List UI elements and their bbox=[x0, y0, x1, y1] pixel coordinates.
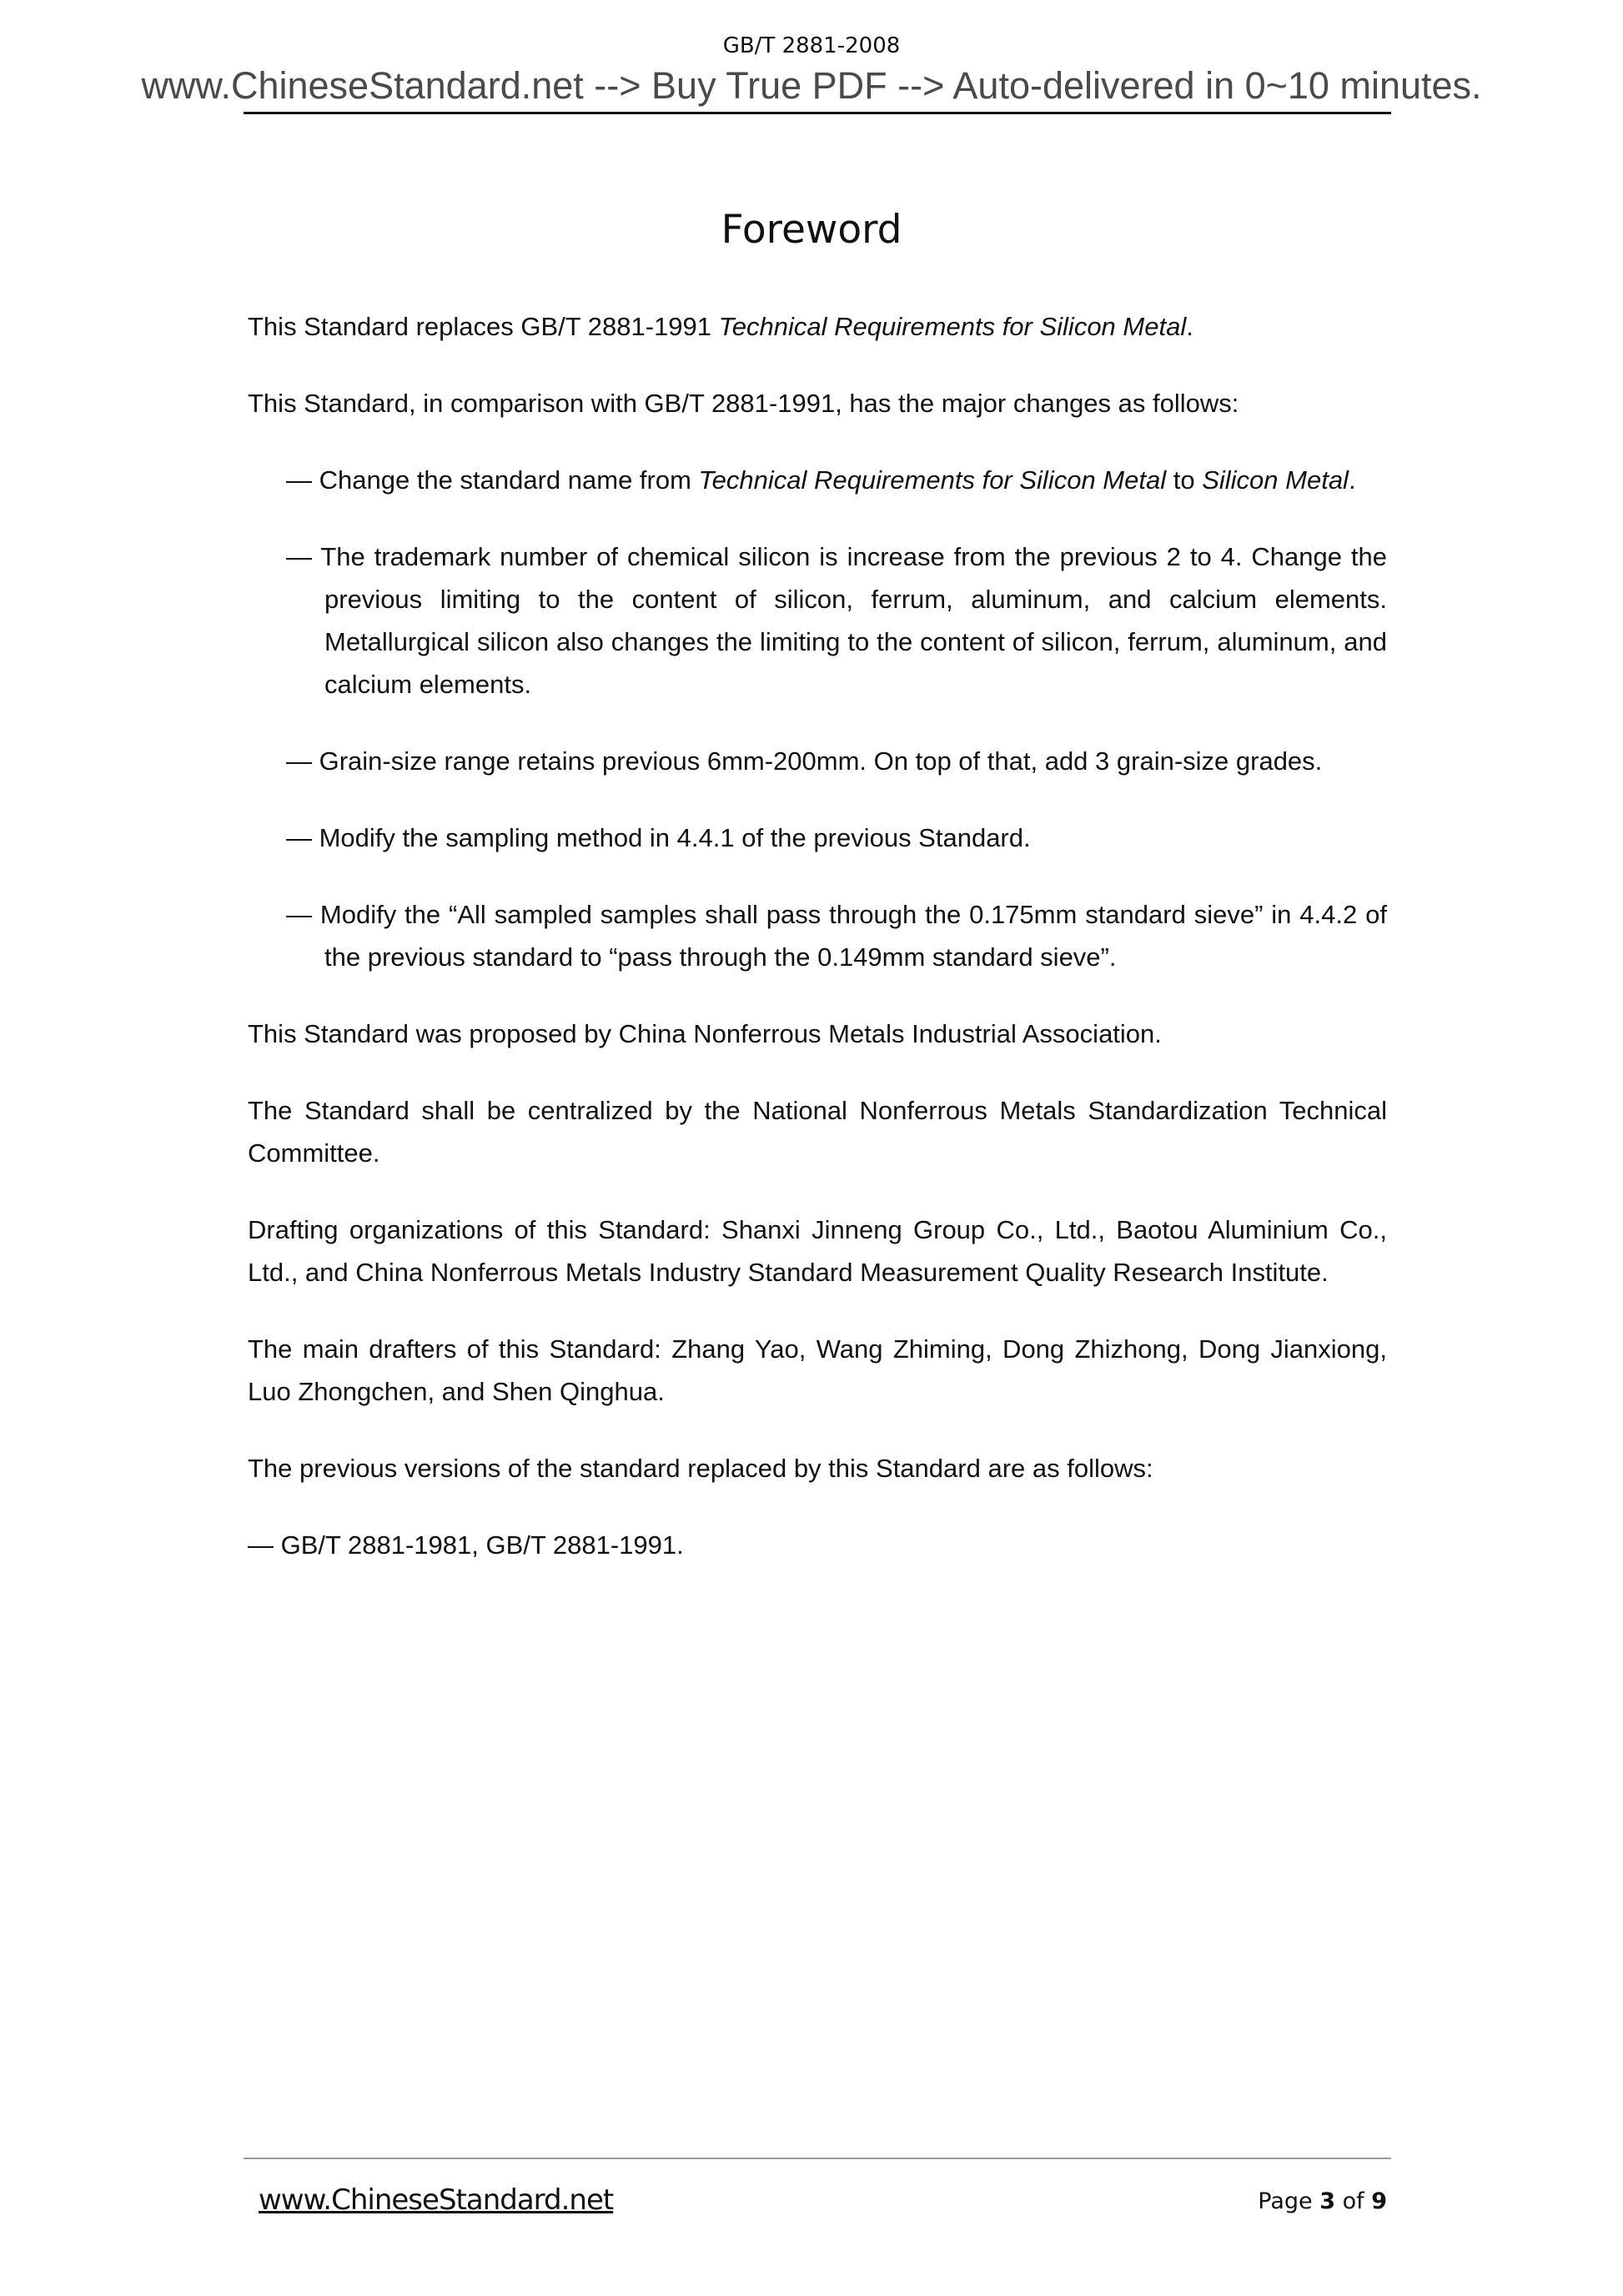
paragraph-centralized: The Standard shall be centralized by the National Nonferrous Metals Standardization Technical Committee. bbox=[248, 1096, 1387, 1168]
text: Page bbox=[1258, 2188, 1320, 2214]
change-item: — Modify the “All sampled samples shall pass through the 0.175mm standard sieve” in 4.4.2 of the previous standard to “pass through the 0.149mm standard sieve”. bbox=[286, 900, 1387, 972]
paragraph-proposed: This Standard was proposed by China Nonferrous Metals Industrial Association. bbox=[248, 1019, 1162, 1048]
footer-divider bbox=[244, 2158, 1391, 2159]
change-item: — The trademark number of chemical silicon is increase from the previous 2 to 4. Change the previous limiting to the content of silicon, ferrum, aluminum, and calcium elements. Metallurgical silicon also changes the limiting to the content of silicon, ferrum, aluminum, and calcium elements. bbox=[286, 542, 1387, 699]
text: This Standard replaces GB/T 2881-1991 bbox=[248, 312, 719, 341]
paragraph-changes-intro: This Standard, in comparison with GB/T 2881-1991, has the major changes as follows: bbox=[248, 389, 1239, 418]
paragraph-previous-versions: The previous versions of the standard replaced by this Standard are as follows: bbox=[248, 1454, 1153, 1483]
previous-versions-item: — GB/T 2881-1981, GB/T 2881-1991. bbox=[248, 1530, 684, 1560]
page-title: Foreword bbox=[721, 207, 902, 253]
text: of bbox=[1335, 2188, 1372, 2214]
page-number bbox=[1258, 2188, 1387, 2214]
italic-title: Technical Requirements for Silicon Metal bbox=[698, 465, 1167, 495]
change-item: — Grain-size range retains previous 6mm-200mm. On top of that, add 3 grain-size grades. bbox=[286, 746, 1323, 776]
current-page: 3 bbox=[1319, 2188, 1335, 2214]
paragraph-drafters: The main drafters of this Standard: Zhang Yao, Wang Zhiming, Dong Zhizhong, Dong Jianxiong, Luo Zhongchen, and Shen Qinghua. bbox=[248, 1334, 1387, 1406]
change-item: — Modify the sampling method in 4.4.1 of the previous Standard. bbox=[286, 823, 1031, 852]
text: . bbox=[1186, 312, 1193, 341]
italic-title: Silicon Metal bbox=[1202, 465, 1349, 495]
italic-title: Technical Requirements for Silicon Metal bbox=[718, 312, 1187, 341]
footer-website-link[interactable]: www.ChineseStandard.net bbox=[259, 2183, 614, 2217]
text: — Change the standard name from bbox=[286, 465, 699, 495]
text: . bbox=[1348, 465, 1356, 495]
header-divider bbox=[244, 112, 1391, 114]
standard-code: GB/T 2881-2008 bbox=[722, 33, 901, 58]
foreword-body bbox=[248, 305, 1387, 1600]
paragraph-drafting-orgs: Drafting organizations of this Standard: Shanxi Jinneng Group Co., Ltd., Baotou Aluminium Co., Ltd., and China Nonferrous Metals Industry Standard Measurement Quality Research Institute. bbox=[248, 1215, 1387, 1287]
header-banner[interactable]: www.ChineseStandard.net --> Buy True PDF --> Auto-delivered in 0~10 minutes. bbox=[141, 64, 1482, 107]
text: to bbox=[1166, 465, 1203, 495]
paragraph-replaces bbox=[248, 305, 1387, 348]
change-item bbox=[248, 459, 1387, 501]
total-pages: 9 bbox=[1371, 2188, 1387, 2214]
